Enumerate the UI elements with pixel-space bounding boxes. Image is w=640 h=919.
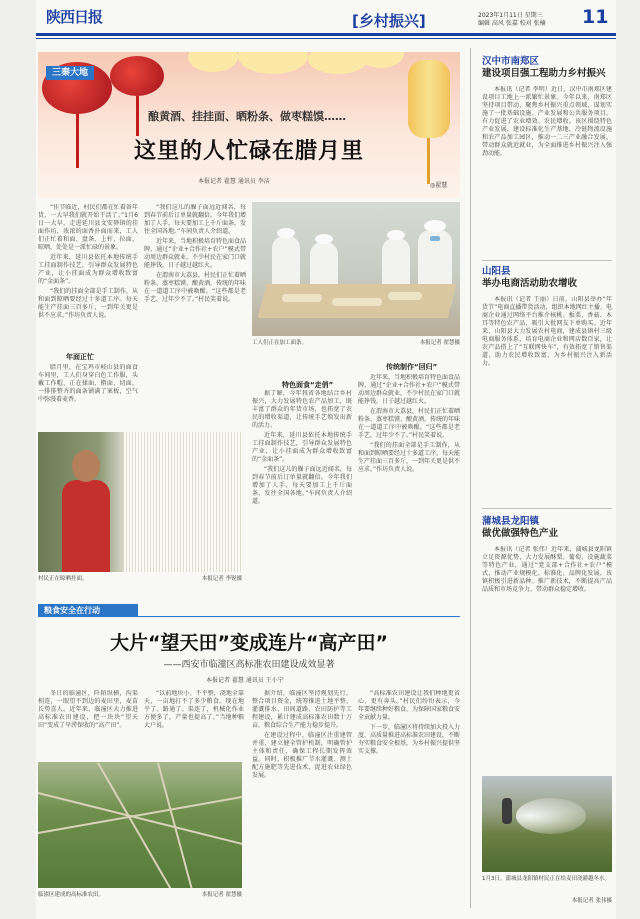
lead-subhead: 年面正忙: [66, 353, 94, 361]
issue-editors: 编辑 高风 张嘉 校对 张楠: [478, 20, 546, 27]
dough-strip: [332, 298, 382, 306]
paragraph: 腊月里，在宝鸡市岐山县的面食车间里，工人们身穿白色工作服，头戴工作帽，正在揉面、擀面、切面，一排排整齐的面条铺满了案板，空气中弥漫着麦香。: [38, 364, 138, 403]
lead-subhead: 传统制作“回归”: [386, 363, 438, 371]
noodle-workshop-photo: [252, 202, 460, 336]
photo-caption: 工人们正在加工面条。: [252, 340, 308, 346]
paragraph: 在渭南市大荔县，村民们正忙着晒粉条、蒸枣糕馍、酿黄酒，传统的年味在一道道工序中被唤醒。“这些都是老手艺，过年少不了。”村民笑着说。: [358, 408, 460, 439]
paragraph: “高标准农田建设让我们种地更省心、更有奔头。”村民们纷纷表示，今年要继续种好粮食，为保障国家粮食安全贡献力量。: [358, 690, 460, 721]
side-title-line2: 做优做强特色产业: [482, 528, 559, 539]
paragraph: “我们这儿的臊子面远近闻名，每到春节前后订单量就翻倍。今年我们增加了人手，每天要加工上千斤面条，发往全国各地。”车间负责人介绍道。: [144, 204, 246, 235]
photo-credit: 本报记者 李锐摄: [201, 576, 242, 582]
dough-strip: [282, 294, 322, 302]
irrigation-photo: [482, 776, 612, 872]
side-title-line1: 蒲城县龙阳镇: [482, 516, 540, 527]
paragraph: 冬日的临潼区，阡陌纵横，沟渠相连，一眼望不到边的麦田里，麦苗长势喜人。近年来，临潼区大力推进高标准农田建设，把一块块“望天田”变成了旱涝保收的“高产田”。: [38, 690, 138, 729]
column-tag: 三秦大地: [46, 66, 94, 80]
yellow-lantern-icon: [408, 60, 450, 138]
paragraph: 据介绍，临潼区坚持规划先行，整合项目资金，统筹推进土地平整、灌溉排水、田间道路、农田防护等工程建设，累计建成高标准农田数十万亩，粮食综合生产能力稳步提升。: [252, 690, 352, 729]
paragraph: “我们的挂面全部是手工制作，从和面到晾晒要经过十多道工序。每天能生产挂面三百多斤，一到年关更是供不应求。”作坊负责人说。: [38, 288, 138, 319]
side-article-title: [482, 516, 558, 540]
cloud-decoration: [238, 52, 308, 74]
lead-text-col1: [38, 204, 138, 348]
lead-text-col2: [144, 204, 246, 428]
lead-text-col1b: [38, 364, 138, 426]
worker-mask: [430, 236, 440, 241]
lead-byline: 本报记者 翟慧 通讯员 李洁: [198, 178, 270, 185]
paragraph: 近年来，当地积极培育特色面食品牌，通过“企业+合作社+农户”模式带动周边群众就业，不少村民在家门口就能挣钱，日子越过越红火。: [358, 374, 460, 405]
section-bar-label: 粮食安全在行动: [44, 606, 100, 615]
paragraph: “以前地块小、不平整，浇地全靠天，一亩地打不了多少粮食。现在地平了、路通了、渠连了，机械化作业方便多了，产量也提高了。”当地种粮大户说。: [144, 690, 244, 729]
paragraph: 近年来，延川县依托本地传统手工挂面制作技艺，引导群众发展特色产业，让小挂面成为群众增收致富的“金面条”。: [38, 254, 138, 285]
noodle-drying-photo: [38, 432, 242, 572]
lead-subtitle: 酿黄酒、挂挂面、晒粉条、做枣糕馍……: [148, 110, 346, 123]
paragraph: 在渭南市大荔县，村民们正忙着晒粉条、蒸枣糕馍、酿黄酒，传统的年味在一道道工序中被唤醒。“这些都是老手艺，过年少不了。”村民笑着说。: [144, 272, 246, 303]
photo-caption: 村民正在晾晒挂面。: [38, 576, 88, 582]
section-name: [乡村振兴]: [352, 12, 426, 30]
newspaper-page: [36, 0, 616, 919]
second-text-col2: [144, 690, 244, 756]
paragraph: 本报讯（记者 王丽）日前，山阳县举办“年货节”电商直播带货活动，组织本地网红主播、电商企业通过网络平台推介核桃、板栗、香菇、木耳等特色农产品，吸引大批网友下单购买。近年来，山阳县大力发展农村电商，建成县镇村三级电商服务体系，培育电商企业和网店数百家，让农产品搭上了“互联网快车”，有效拓宽了销售渠道，助力农民增收致富，为乡村振兴注入新活力。: [482, 296, 612, 367]
lantern-tassel: [136, 96, 139, 136]
farmer-figure: [502, 798, 512, 824]
second-byline: 本报记者 翟慧 通讯员 王小宁: [206, 677, 284, 684]
second-title: 大片“望天田”变成连片“高产田”: [110, 632, 388, 654]
page-number: 11: [582, 6, 609, 28]
photo-caption: 1月3日，蒲城县龙阳镇村民正在给麦田浇灌越冬水。: [482, 876, 611, 882]
worker-hat: [424, 220, 446, 232]
side-title-line2: 举办电商活动助农增收: [482, 278, 578, 289]
villager-head: [72, 450, 100, 482]
second-text-col4: [358, 690, 460, 886]
second-subtitle: ——西安市临潼区高标准农田建设成效显著: [163, 660, 335, 670]
header-rule: [36, 33, 616, 36]
paragraph: 本报讯（记者 张伟）近年来，蒲城县龙阳镇立足资源优势，大力发展酥梨、葡萄、设施蔬菜等特色产业，通过“党支部+合作社+农户”模式，推动产业规模化、标准化、品牌化发展。该镇积极引进新品种、推广新技术，不断提高产品品质和市场竞争力，带动群众稳定增收。: [482, 546, 612, 593]
paragraph: “佳节临近，村民们都在忙着备年货，一大早我们就开始干活了。”1月6日一大早，走进延川县文安驿镇的挂面作坊，浓浓的面香扑面而来，工人们正忙着和面、盘条、上杆、拉面、晾晒，处处是一派忙碌的景象。: [38, 204, 138, 251]
paragraph: 近年来，延川县依托本地传统手工挂面制作技艺，引导群众发展特色产业，让小挂面成为群众增收致富的“金面条”。: [252, 432, 352, 463]
issue-date: 2023年1月11日 星期三: [478, 12, 543, 19]
worker-hat: [277, 228, 295, 238]
section-bar: [38, 604, 138, 616]
paragraph: “我们这儿的臊子面远近闻名，每到春节前后订单量就翻倍。今年我们增加了人手，每天要加工上千斤面条，发往全国各地。”车间负责人介绍道。: [252, 466, 352, 505]
side-title-line1: 山阳县: [482, 266, 511, 277]
paragraph: 在建设过程中，临潼区注重建管并重，建立健全管护机制，明确管护主体和责任，确保工程长期发挥效益。同时，积极推广节水灌溉、测土配方施肥等先进技术，促进农业绿色发展。: [252, 732, 352, 779]
second-text-col1: [38, 690, 138, 756]
worker-hat: [387, 230, 405, 240]
banner-credit: ◎翟慧: [430, 182, 448, 189]
header-rule-thin: [36, 38, 616, 39]
lead-subhead: 特色面食“走俏”: [282, 381, 334, 389]
paragraph: “我们的挂面全部是手工制作，从和面到晾晒要经过十多道工序。每天能生产挂面三百多斤，一到年关更是供不应求。”作坊负责人说。: [358, 442, 460, 473]
cloud-decoration: [188, 52, 238, 72]
side-article-body: [482, 86, 612, 254]
photo-credit: 本报记者 翟慧摄: [201, 892, 242, 898]
paragraph: 本报讯（记者 李明）近日，汉中市南郑区建设项目工地上一派繁忙景象。今年以来，南郑区坚持项目带动，聚焦乡村振兴重点领域，谋划实施了一批基础设施、产业发展和公共服务项目，有力促进了农业增效、农民增收。该区围绕特色产业发展，建设标准化生产基地、冷链物流设施和农产品加工园区，推动一二三产业融合发展，带动群众就近就业，为全面推进乡村振兴注入强劲动能。: [482, 86, 612, 157]
side-title-line1: 汉中市南郑区: [482, 56, 540, 67]
water-spray: [516, 798, 586, 834]
newspaper-logo: 陕西日报: [46, 8, 103, 26]
side-article-title: [482, 266, 577, 290]
red-lantern-icon: [110, 56, 164, 96]
side-article-title: [482, 56, 606, 80]
issue-info: [478, 12, 578, 28]
lead-text-col3: [252, 390, 352, 586]
second-text-col3: [252, 690, 352, 886]
side-divider: [482, 260, 612, 261]
section-line: [38, 616, 460, 617]
photo-caption: 临潼区建成的高标准农田。: [38, 892, 105, 898]
villager-figure: [62, 480, 110, 572]
lead-title: 这里的人忙碌在腊月里: [133, 139, 364, 164]
masthead: [42, 6, 612, 32]
column-divider: [470, 48, 471, 908]
paragraph: 据了解，今年我省各地结合乡村振兴，大力发展特色农产品加工，既丰富了群众的年货市场，也拓宽了农民的增收渠道，让传统手艺焕发出新的活力。: [252, 390, 352, 429]
lead-text-col4: [358, 374, 460, 586]
worker-hat: [315, 234, 333, 244]
noodle-strands: [124, 432, 242, 572]
photo-credit: 本报记者 张伟摄: [571, 898, 612, 904]
side-article-body: [482, 546, 612, 768]
side-article-body: [482, 296, 612, 500]
side-title-line2: 建设项目强工程助力乡村振兴: [482, 68, 606, 79]
side-divider: [482, 508, 612, 509]
lead-banner: [38, 52, 460, 198]
photo-credit: 本报记者 翟慧摄: [419, 340, 460, 346]
dough-strip: [388, 292, 422, 300]
paragraph: 下一步，临潼区将持续加大投入力度，高质量推进高标准农田建设，不断夯实粮食安全根基，为乡村振兴提供坚实支撑。: [358, 724, 460, 755]
paragraph: 近年来，当地积极培育特色面食品牌，通过“企业+合作社+农户”模式带动周边群众就业，不少村民在家门口就能挣钱，日子越过越红火。: [144, 238, 246, 269]
farmland-photo: [38, 762, 242, 888]
field-road: [38, 792, 242, 834]
